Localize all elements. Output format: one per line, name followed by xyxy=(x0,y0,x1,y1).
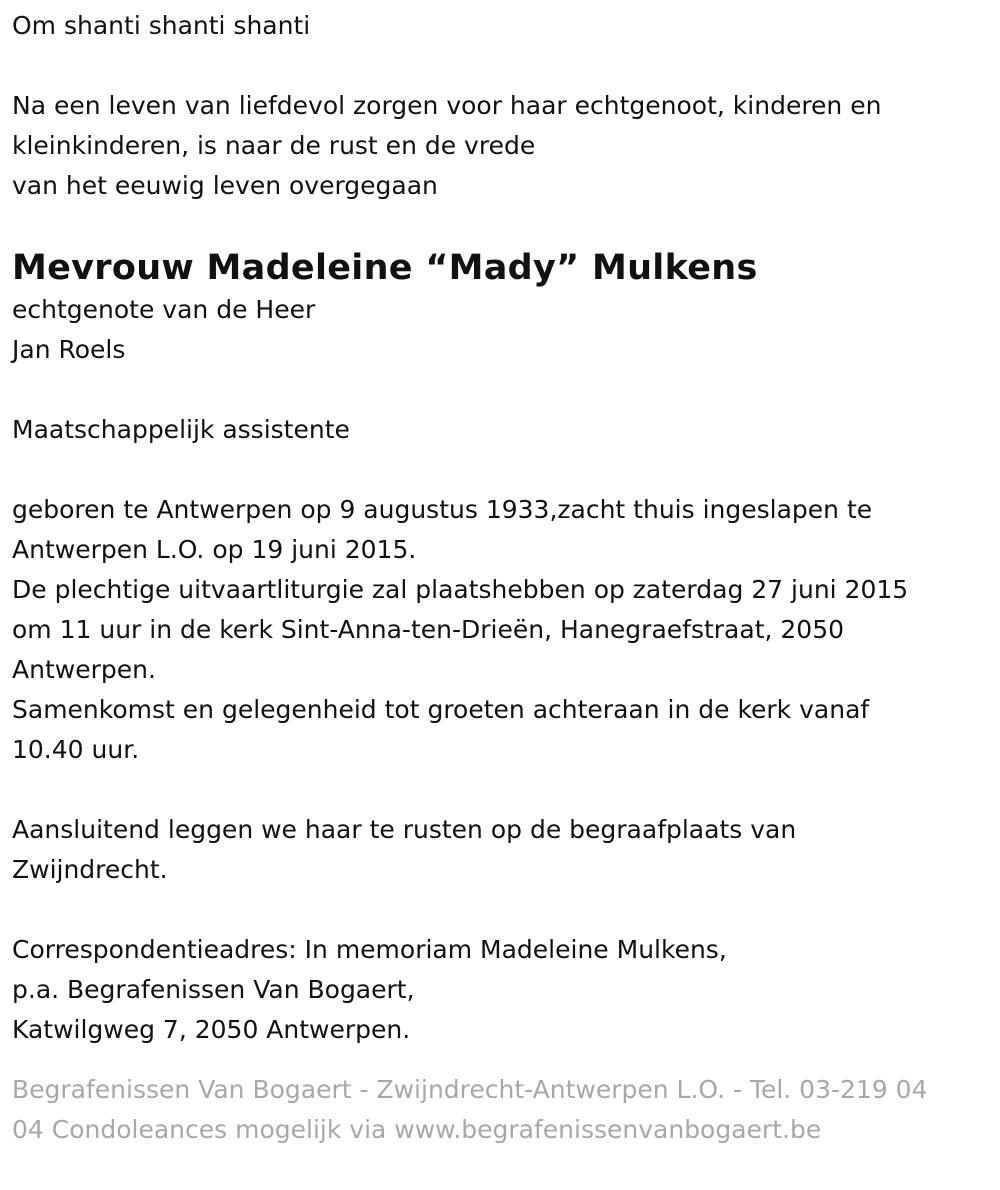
correspondence-address xyxy=(12,930,988,1050)
intro-line: kleinkinderen, is naar de rust en de vrede xyxy=(12,131,536,160)
correspondence-line: Correspondentieadres: In memoriam Madeleine Mulkens, xyxy=(12,935,727,964)
intro-paragraph xyxy=(12,86,988,206)
correspondence-line: Katwilgweg 7, 2050 Antwerpen. xyxy=(12,1015,411,1044)
burial-line: Aansluitend leggen we haar te rusten op de begraafplaats van xyxy=(12,815,797,844)
details-line: geboren te Antwerpen op 9 augustus 1933,zacht thuis ingeslapen te xyxy=(12,495,873,524)
details-paragraph xyxy=(12,490,988,770)
spouse-name: Jan Roels xyxy=(12,335,126,364)
relation-text: echtgenote van de Heer xyxy=(12,295,316,324)
spacer xyxy=(12,46,988,86)
funeral-home-footer xyxy=(12,1070,988,1150)
spacer xyxy=(12,770,988,810)
correspondence-line: p.a. Begrafenissen Van Bogaert, xyxy=(12,975,415,1004)
spacer xyxy=(12,206,988,242)
details-line: Samenkomst en gelegenheid tot groeten achteraan in de kerk vanaf xyxy=(12,695,870,724)
profession-text: Maatschappelijk assistente xyxy=(12,415,350,444)
details-line: Antwerpen. xyxy=(12,655,156,684)
intro-line: Na een leven van liefdevol zorgen voor haar echtgenoot, kinderen en xyxy=(12,91,882,120)
footer-line: Begrafenissen Van Bogaert - Zwijndrecht-Antwerpen L.O. - Tel. 03-219 04 xyxy=(12,1075,928,1104)
details-line: Antwerpen L.O. op 19 juni 2015. xyxy=(12,535,417,564)
burial-line: Zwijndrecht. xyxy=(12,855,168,884)
details-line: 10.40 uur. xyxy=(12,735,140,764)
details-line: om 11 uur in de kerk Sint-Anna-ten-Drieën, Hanegraefstraat, 2050 xyxy=(12,615,845,644)
opening-line: Om shanti shanti shanti xyxy=(12,11,311,40)
intro-line: van het eeuwig leven overgegaan xyxy=(12,171,438,200)
spacer xyxy=(12,450,988,490)
spacer xyxy=(12,370,988,410)
footer-line: 04 Condoleances mogelijk via www.begrafenissenvanbogaert.be xyxy=(12,1115,822,1144)
deceased-name: Mevrouw Madeleine “Mady” Mulkens xyxy=(12,248,758,288)
burial-paragraph xyxy=(12,810,988,890)
spacer xyxy=(12,890,988,930)
details-line: De plechtige uitvaartliturgie zal plaatshebben op zaterdag 27 juni 2015 xyxy=(12,575,909,604)
